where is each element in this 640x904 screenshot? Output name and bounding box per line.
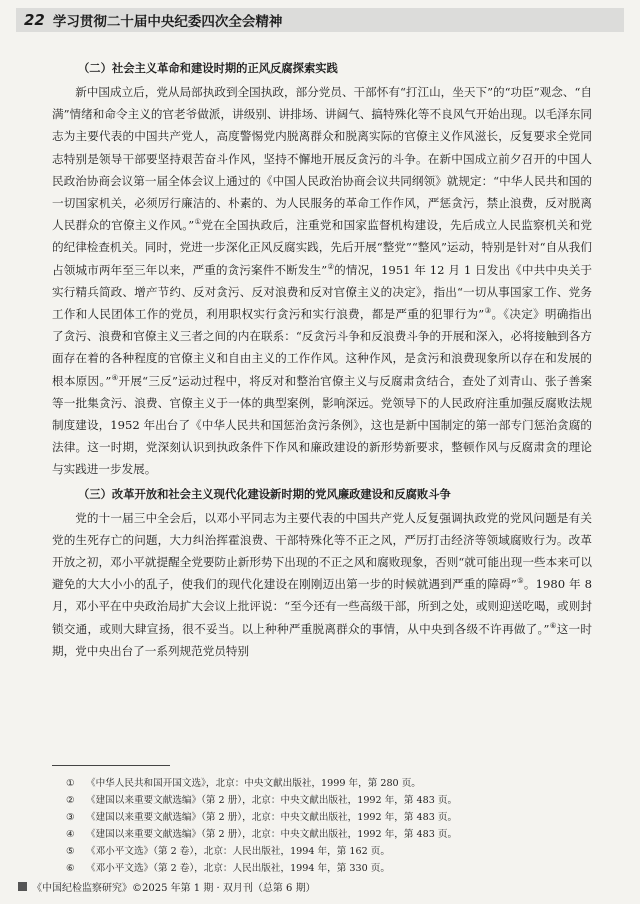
- footnote-number: ①: [66, 778, 75, 789]
- footnote-ref[interactable]: ④: [111, 372, 119, 382]
- paragraph-text: 的情况，1951 年 12 月 1 日发出《中共中央关于实行精兵简政、增产节约、反对贪污、反对浪费和反对官僚主义的决定》，指出“一切从事国家工作、党务工作和人民团体工作的党员，利用职权实行贪污和实行浪费，都是严重的犯罪行为”: [52, 262, 592, 322]
- footnote-item: [66, 860, 586, 877]
- footnote-ref[interactable]: ①: [194, 217, 202, 227]
- running-header: [16, 8, 624, 32]
- paragraph: [52, 507, 592, 662]
- page-number: 22: [24, 11, 45, 29]
- footnote-number: ⑤: [66, 846, 75, 858]
- footnote-number: ⑥: [66, 863, 75, 875]
- footnote-divider: [52, 765, 170, 766]
- footer-text: 《中国纪检监察研究》©2025 年第 1 期 · 双月刊（总第 6 期）: [32, 883, 316, 894]
- footnote-ref[interactable]: ②: [327, 261, 335, 271]
- footnote-text: 《建国以来重要文献选编》（第 2 册），北京：中央文献出版社，1992 年，第 483 页。: [86, 795, 458, 807]
- article-body: [52, 60, 592, 667]
- header-title: 学习贯彻二十届中央纪委四次全会精神: [52, 14, 283, 30]
- footnotes: [66, 775, 586, 878]
- footnote-text: 《中华人民共和国开国文选》，北京：中央文献出版社，1999 年，第 280 页。: [86, 778, 421, 789]
- footnote-number: ④: [66, 829, 75, 841]
- footnote-number: ②: [66, 795, 75, 807]
- footnote-text: 《建国以来重要文献选编》（第 2 册），北京：中央文献出版社，1992 年，第 483 页。: [86, 829, 458, 841]
- paragraph-text: 党的十一届三中全会后，以邓小平同志为主要代表的中国共产党人反复强调执政党的党风问题是有关党的生死存亡的问题，大力纠治挥霍浪费、干部特殊化等不正之风，严厉打击经济等领域腐败行为。改革开放之初，邓小平就提醒全党要防止新形势下出现的不正之风和腐败现象，否则“就可能出现一些本来可以避免的大大小小的乱子，使我们的现代化建设在刚刚迈出第一步的时候就遇到严重的障碍”: [52, 510, 592, 592]
- footnote-ref[interactable]: ③: [484, 306, 492, 316]
- footnote-ref[interactable]: ⑤: [516, 576, 524, 586]
- footnote-item: [66, 826, 586, 843]
- square-icon: [18, 882, 27, 891]
- footnote-item: [66, 775, 586, 792]
- paragraph-text: 开展“三反”运动过程中，将反对和整治官僚主义与反腐肃贪结合，查处了刘青山、张子善案等一批集贪污、浪费、官僚主义于一体的典型案例，影响深远。党领导下的人民政府注重加强反腐败法规制度建设，1952 年出台了《中华人民共和国惩治贪污条例》，这也是新中国制定的第一部专门惩治贪腐的法律。这一时期，党深刻认识到执政条件下作风和廉政建设的新形势新要求，整顿作风与反腐肃贪的理论与实践进一步发展。: [52, 373, 592, 477]
- running-footer: [18, 879, 316, 894]
- section-heading-2: （二）社会主义革命和建设时期的正风反腐探索实践: [78, 62, 338, 75]
- paragraph-text: 党在全国执政后，注重党和国家监督机构建设，先后成立人民监察机关和党的纪律检查机关。同时，党进一步深化正风反腐实践，先后开展“整党”“整风”运动，特别是针对“自从我们占领城市两年至三年以来，严重的贪污案件不断发生”: [52, 218, 592, 277]
- footnote-text: 《建国以来重要文献选编》（第 2 册），北京：中央文献出版社，1992 年，第 483 页。: [86, 812, 458, 824]
- footnote-item: [66, 843, 586, 860]
- footnote-text: 《邓小平文选》（第 2 卷），北京：人民出版社，1994 年，第 162 页。: [86, 846, 390, 858]
- footnote-number: ③: [66, 812, 75, 824]
- section-heading-3: （三）改革开放和社会主义现代化建设新时期的党风廉政建设和反腐败斗争: [78, 487, 451, 501]
- footnote-item: [66, 792, 586, 809]
- footnote-item: [66, 809, 586, 826]
- footnote-text: 《邓小平文选》（第 2 卷），北京：人民出版社，1994 年，第 330 页。: [86, 863, 390, 875]
- paragraph-text: 。《决定》明确指出了贪污、浪费和官僚主义三者之间的内在联系：“反贪污斗争和反浪费斗争的开展和深入，必将接触到各方面存在着的各种程度的官僚主义和自由主义的工作作风。这种作风，是贪污和浪费现象所以存在和发展的根本原因。”: [52, 307, 592, 388]
- paragraph: [52, 81, 592, 481]
- paragraph-text: 。1980 年 8 月，邓小平在中央政治局扩大会议上批评说：“至今还有一些高级干部，所到之处，或则迎送吃喝，或则封锁交通，或则大肆宣扬，很不妥当。以上种种严重脱离群众的事情，从中央到各级不许再做了。”: [52, 577, 592, 636]
- paragraph-text: 新中国成立后，党从局部执政到全国执政，部分党员、干部怀有“打江山，坐天下”的“功臣”观念、“自满”情绪和命令主义的官老爷做派，讲级别、讲排场、讲阔气、搞特殊化等不良风气开始出现。以毛泽东同志为主要代表的中国共产党人，高度警惕党内脱离群众和脱离实际的官僚主义作风滋长，反复要求全党同志特别是领导干部要坚持艰苦奋斗作风，坚持不懈地开展反贪污的斗争。在新中国成立前夕召开的中国人民政治协商会议第一届全体会议上通过的《中国人民政治协商会议共同纲领》就规定：“中华人民共和国的一切国家机关，必须厉行廉洁的、朴素的、为人民服务的革命工作作风，严惩贪污，禁止浪费，反对脱离人民群众的官僚主义作风。”: [52, 85, 592, 233]
- footnote-ref[interactable]: ⑥: [549, 620, 557, 630]
- paragraph-text: 这一时期，党中央出台了一系列规范党员特别: [52, 621, 592, 658]
